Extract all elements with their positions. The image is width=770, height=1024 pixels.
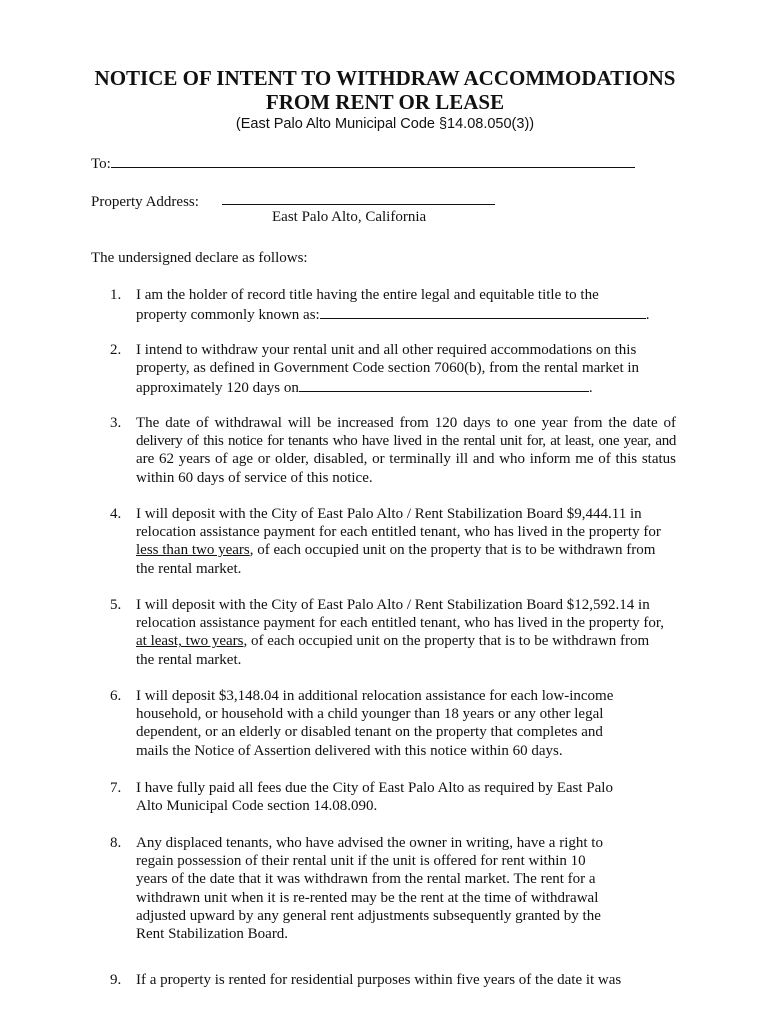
item-line: adjusted upward by any general rent adjustments subsequently granted by the: [136, 907, 601, 924]
item-line: withdrawn unit when it is re-rented may be the rent at the time of withdrawal: [136, 889, 599, 906]
item-line: I have fully paid all fees due the City of East Palo Alto as required by East Palo: [136, 780, 613, 796]
item-line: I am the holder of record title having the entire legal and equitable title to the: [136, 287, 599, 303]
item-line: the rental market.: [136, 560, 242, 577]
declaration-text: The undersigned declare as follows:: [91, 250, 308, 266]
item-line: delivery of this notice for tenants who have lived in the rental unit for, at least, one year, and: [136, 433, 676, 450]
item-line: the rental market.: [136, 651, 242, 668]
item-line: I will deposit with the City of East Palo Alto / Rent Stabilization Board $9,444.11 in: [136, 506, 642, 522]
property-known-as-blank[interactable]: [320, 304, 646, 319]
underlined-duration: less than two years: [136, 542, 250, 559]
item-line: The date of withdrawal will be increased from 120 days to one year from the date of: [136, 415, 676, 431]
withdrawal-date-blank[interactable]: [299, 377, 589, 392]
item-number: 5.: [110, 597, 122, 613]
item-line: I intend to withdraw your rental unit and all other required accommodations on this: [136, 342, 637, 358]
document-subtitle: (East Palo Alto Municipal Code §14.08.050(3)): [235, 116, 535, 132]
item-line: years of the date that it was withdrawn from the rental market. The rent for a: [136, 871, 596, 888]
item-tail: .: [588, 380, 593, 397]
item-number: 8.: [110, 835, 122, 851]
item-line: household, or household with a child younger than 18 years or any other legal: [136, 706, 604, 723]
item-number: 2.: [110, 342, 122, 358]
to-row: [91, 153, 635, 173]
item-line: Alto Municipal Code section 14.08.090.: [136, 798, 378, 815]
city-line: East Palo Alto, California: [272, 209, 427, 225]
item-line: approximately 120 days on: [136, 380, 299, 397]
item-number: 7.: [110, 780, 122, 796]
item-line: , of each occupied unit on the property that is to be withdrawn from: [249, 542, 656, 559]
item-line: within 60 days of service of this notice.: [136, 469, 373, 486]
property-address-blank-line[interactable]: [222, 204, 495, 205]
item-line: Rent Stabilization Board.: [136, 926, 289, 943]
item-tail: .: [645, 307, 650, 324]
to-blank-line[interactable]: [111, 153, 635, 168]
document-title-line-1: NOTICE OF INTENT TO WITHDRAW ACCOMMODATIONS: [94, 66, 676, 90]
item-line: regain possession of their rental unit if the unit is offered for rent within 10: [136, 853, 586, 870]
item-number: 9.: [110, 972, 122, 988]
item-line: are 62 years of age or older, disabled, or terminally ill and who inform me of this status: [136, 451, 676, 468]
item-number: 4.: [110, 506, 122, 522]
item-line: , of each occupied unit on the property that is to be withdrawn from: [243, 633, 650, 650]
item-line: property commonly known as:: [136, 307, 320, 324]
item-number: 3.: [110, 415, 122, 431]
item-line: property, as defined in Government Code section 7060(b), from the rental market in: [136, 360, 640, 377]
item-number: 6.: [110, 688, 122, 704]
item-number: 1.: [110, 287, 122, 303]
item-line: I will deposit $3,148.04 in additional relocation assistance for each low-income: [136, 688, 614, 704]
item-line: Any displaced tenants, who have advised the owner in writing, have a right to: [136, 835, 603, 851]
property-address-label: Property Address:: [91, 194, 199, 210]
underlined-duration: at least, two years: [136, 633, 244, 650]
item-line: relocation assistance payment for each entitled tenant, who has lived in the property for: [136, 524, 661, 541]
item-line: I will deposit with the City of East Palo Alto / Rent Stabilization Board $12,592.14 in: [136, 597, 650, 613]
item-line: relocation assistance payment for each entitled tenant, who has lived in the property for,: [136, 615, 664, 632]
to-label: To:: [91, 156, 111, 172]
item-line: If a property is rented for residential purposes within five years of the date it was: [136, 972, 622, 988]
document-title-line-2: FROM RENT OR LEASE: [265, 90, 505, 114]
item-line: mails the Notice of Assertion delivered with this notice within 60 days.: [136, 742, 563, 759]
item-line: dependent, or an elderly or disabled tenant on the property that completes and: [136, 724, 603, 741]
